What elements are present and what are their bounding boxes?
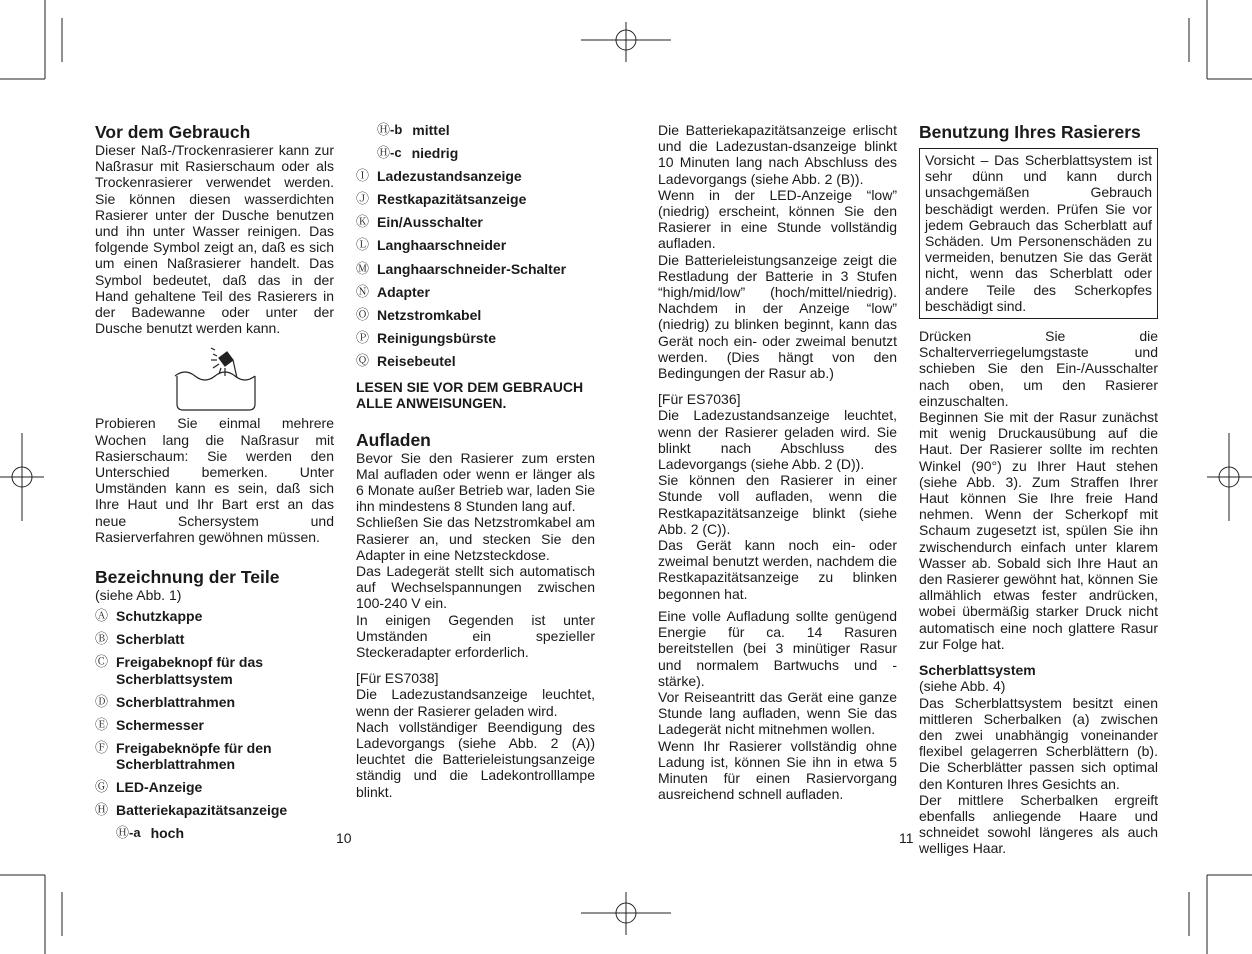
usage-paragraph-2: Beginnen Sie mit der Rasur zunächst mit wenig Druckausübung auf die Haut. Der Rasierer sollte im rechten Winkel (90°) zu Ihrer Haut stehen (siehe Abb. 3). Zum Straffen Ihrer Haut können Sie Ihre freie Hand nehmen. Wenn der Scherkopf mit Schaum zugesetzt ist, spülen Sie ihn zwischendurch einfach unter klarem Wasser ab. Sobald sich Ihre Haut an den Rasierer gewöhnt hat, können Sie allmählich etwas fester andrücken, wobei übermäßig starker Druck nicht automatisch eine noch glattere Rasur zur Folge hat. [919,409,1158,652]
list-item: Ⓚ Ein/Ausschalter [356,214,483,231]
foil-paragraph-1: Das Scherblattsystem besitzt einen mittleren Scherbalken (a) zwischen den zwei unabhängig voneinander flexibel gelagerren Scherblättern (b). Die Scherblätter passen sich optimal den Konturen Ihres Gesichts an. [919,694,1158,792]
list-item: Ⓘ Ladezustandsanzeige [356,168,522,185]
list-item: Ⓐ Schutzkappe [95,608,203,625]
list-item: Ⓖ LED-Anzeige [95,779,203,796]
list-item: Ⓞ Netzstromkabel [356,306,482,323]
battery-paragraph-4: Die Ladezustandsanzeige leuchtet, wenn der Rasierer geladen wird. Sie blinkt nach Abschluss des Ladevorgangs (siehe Abb. 2 (D)). [658,407,897,473]
battery-paragraph-9: Wenn Ihr Rasierer vollständig ohne Ladung ist, können Sie ihn in etwa 5 Minuten für einen Rasiervorgang ausreichend schnell aufladen. [658,737,897,803]
charging-paragraph-6: Nach vollständiger Beendigung des Ladevorgangs (siehe Abb. 2 (A)) leuchtet die Batterieleistungsanzeige ständig und die Ladekontrolllampe blinkt. [356,718,595,800]
list-item: Ⓝ Adapter [356,283,430,300]
charging-paragraph-5: Die Ladezustandsanzeige leuchtet, wenn der Rasierer geladen wird. [356,686,595,719]
list-item: Ⓠ Reisebeutel [356,352,456,369]
before-use-paragraph-2: Probieren Sie einmal mehrere Wochen lang die Naßrasur mit Rasierschaum: Sie werden den Unterschied bemerken. Unter Umständen kann es sein, daß sich Ihre Haut und Ihr Bart erst an das neue Schersystem und Rasierverfahren gewöhnen müssen. [95,415,334,545]
battery-paragraph-2: Wenn in der LED-Anzeige “low” (niedrig) erscheint, können Sie den Rasierer in eine Stunde vollständig aufladen. [658,186,897,252]
before-use-paragraph-1: Dieser Naß-/Trockenrasierer kann zur Naßrasur mit Rasierschaum oder als Trockenrasierer verwendet werden. Sie können diesen wasserdichten Rasierer unter der Dusche benutzen und ihn unter Wasser reinigen. Das folgende Symbol zeigt an, daß es sich um einen Naßrasierer handelt. Das Symbol bedeutet, daß das in der Hand gehaltene Teil des Rasierers in der Badewanne oder unter der Dusche benutzt werden kann. [95,142,334,337]
list-item: Ⓔ Schermesser [95,716,204,733]
caution-text: Vorsicht – Das Scherblattsystem ist sehr dünn und kann durch unsachgemäßen Gebrauch beschädigt werden. Prüfen Sie vor jedem Gebrauch das Scherblatt auf Schäden. Um Personenschäden zu vermeiden, benutzen Sie das Gerät nicht, wenn das Scherblatt oder andere Teile des Scherkopfes beschädigt sind. [925,152,1152,314]
charging-paragraph-4: In einigen Gegenden ist unter Umständen ein spezieller Steckeradapter erforderlich. [356,611,595,660]
list-item: Ⓛ Langhaarschneider [356,237,507,254]
battery-paragraph-5: Sie können den Rasierer in einer Stunde voll aufladen, wenn die Restkapazitätsanzeige blinkt (siehe Abb. 2 (C)). [658,472,897,537]
section-heading-before-use: Vor dem Gebrauch [95,122,251,142]
list-item: Ⓜ Langhaarschneider-Schalter [356,260,567,277]
battery-paragraph-1: Die Batteriekapazitätsanzeige erlischt und die Ladezustan-dsanzeige blinkt 10 Minuten lang nach Abschluss des Ladevorgangs (siehe Abb. 2 (B)). [658,122,897,187]
page-number-right: 11 [899,830,914,846]
section-heading-parts: Bezeichnung der Teile [95,567,280,588]
subheading-foil-system: Scherblattsystem [919,662,1036,679]
parts-reference: (siehe Abb. 1) [95,587,182,604]
battery-paragraph-6: Das Gerät kann noch ein- oder zweimal benutzt werden, nachdem die Restkapazitätsanzeige zu blinken begonnen hat. [658,537,897,602]
section-heading-charging: Aufladen [356,429,431,450]
left-column-2 [356,122,595,800]
list-item: Ⓗ-c niedrig [377,145,459,162]
list-item: Ⓑ Scherblatt [95,631,185,648]
charging-paragraph-2: Schließen Sie das Netzstromkabel am Rasierer an, und stecken Sie den Adapter in eine Netzsteckdose. [356,514,595,563]
caution-box [919,148,1158,319]
list-item: Ⓗ-b mittel [377,122,450,138]
parts-list-continued [356,122,595,369]
left-column-1 [95,122,334,849]
charging-paragraph-3: Das Ladegerät stellt sich automatisch auf Wechselspannungen zwischen 100-240 V ein. [356,562,595,612]
read-instructions-note: LESEN SIE VOR DEM GEBRAUCH ALLE ANWEISUNGEN. [356,379,584,412]
usage-paragraph-1: Drücken Sie die Schalterverriegelumgstaste und schieben Sie den Ein-/Ausschalter nach oben, um den Rasierer einzuschalten. [919,328,1158,409]
parts-list [95,608,334,841]
list-item: Ⓓ Scherblattrahmen [95,693,236,710]
right-column-1 [658,122,897,802]
foil-system-reference: (siehe Abb. 4) [919,678,1006,695]
list-item: Ⓗ Batteriekapazitätsanzeige [95,802,288,819]
foil-paragraph-2: Der mittlere Scherbalken ergreift ebenfalls anliegende Haare und schneidet sowohl längeres als auch welliges Haar. [919,791,1158,857]
battery-paragraph-8: Vor Reiseantritt das Gerät eine ganze Stunde lang aufladen, wenn Sie das Ladegerät nicht mitnehmen wollen. [658,688,897,738]
list-item: Ⓒ Freigabeknopf für das Scherblattsystem [95,654,264,687]
list-item: Ⓗ-a hoch [116,825,185,842]
model-label-es7036: [Für ES7036] [658,391,741,408]
list-item: Ⓕ Freigabeknöpfe für den Scherblattrahmen [95,739,272,773]
battery-paragraph-7: Eine volle Aufladung sollte genügend Energie für ca. 14 Rasuren bereitstellen (bei 3 minütiger Rasur und normalem Bartwuchs und -stärke). [658,607,897,689]
right-column-2 [919,122,1158,857]
list-item: Ⓙ Restkapazitätsanzeige [356,191,527,208]
battery-paragraph-3: Die Batterieleistungsanzeige zeigt die Restladung der Batterie in 3 Stufen “high/mid/low” (hoch/mittel/niedrig). Nachdem in der Anzeige “low” (niedrig) zu blinken beginnt, kann das Gerät noch ein- oder zweimal benutzt werden. (Dies hängt von den Bedingungen der Rasur ab.) [658,251,897,382]
page-number-left: 10 [336,830,352,846]
charging-paragraph-1: Bevor Sie den Rasierer zum ersten Mal aufladen oder wenn er länger als 6 Monate außer Betrieb war, laden Sie ihn mindestens 8 Stunden lang auf. [356,449,595,515]
shower-bathtub-icon [173,346,257,412]
section-heading-using-shaver: Benutzung Ihres Rasierers [919,122,1141,142]
model-label-es7038: [Für ES7038] [356,670,439,687]
list-item: Ⓟ Reinigungsbürste [356,329,497,346]
